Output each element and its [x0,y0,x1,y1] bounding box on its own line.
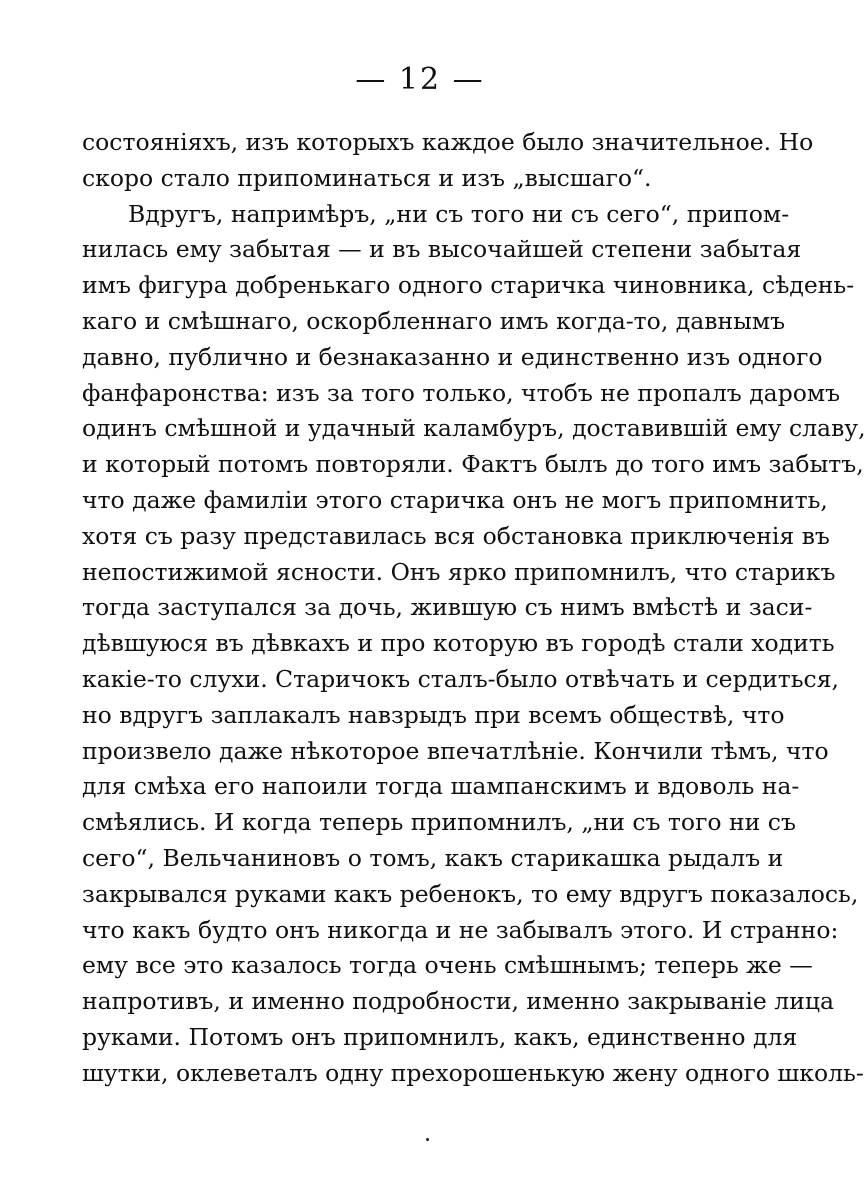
text-line: каго и смѣшнаго, оскорбленнаго имъ когда-то, давнымъ [82,306,786,335]
text-line: ему все это казалось тогда очень смѣшнымъ; теперь же — [82,951,813,980]
text-line: дѣвшуюся въ дѣвкахъ и про которую въ городѣ стали ходить [82,629,835,658]
text-line: что даже фамилiи этого старичка онъ не могъ припомнить, [82,485,828,514]
print-speck [426,1138,429,1141]
text-line: имъ фигура добренькаго одного старичка чиновника, сѣдень- [82,271,855,300]
text-line: закрывался руками какъ ребенокъ, то ему вдругъ показалось, [82,879,859,908]
text-line: но вдругъ заплакалъ навзрыдъ при всемъ обществѣ, что [82,700,785,729]
text-line: давно, публично и безнаказанно и единственно изъ одного [82,342,823,371]
text-line: какiе-то слухи. Старичокъ сталъ-было отвѣчать и сердиться, [82,664,840,693]
text-line: Вдругъ, напримѣръ, „ни съ того ни съ сего“, припом- [128,199,790,228]
text-line: хотя съ разу представилась вся обстановка приключенiя въ [82,521,830,550]
text-line: сего“, Вельчаниновъ о томъ, какъ старикашка рыдалъ и [82,843,784,872]
text-line: состоянiяхъ, изъ которыхъ каждое было значительное. Но [82,128,814,156]
text-line: фанфаронства: изъ за того только, чтобъ не пропалъ даромъ [82,378,841,407]
text-line: что какъ будто онъ никогда и не забывалъ этого. И странно: [82,915,839,944]
text-line: шутки, оклеветалъ одну прехорошенькую жену одного школь- [82,1058,864,1087]
text-line: одинъ смѣшной и удачный каламбуръ, доставившiй ему славу, [82,414,866,443]
body-text [82,125,866,1092]
text-line: для смѣха его напоили тогда шампанскимъ и вдоволь на- [82,772,800,801]
text-line: нилась ему забытая — и въ высочайшей степени забытая [82,235,802,264]
text-line: и который потомъ повторяли. Фактъ былъ до того имъ забытъ, [82,450,864,479]
text-line: произвело даже нѣкоторое впечатлѣнiе. Кончили тѣмъ, что [82,736,829,765]
text-line: тогда заступался за дочь, жившую съ нимъ вмѣстѣ и заси- [82,593,813,622]
text-line: напротивъ, и именно подробности, именно закрыванiе лица [82,987,834,1016]
text-line: непостижимой ясности. Онъ ярко припомнилъ, что старикъ [82,557,836,586]
page-number: — 12 — [355,62,485,97]
text-line: руками. Потомъ онъ припомнилъ, какъ, единственно для [82,1022,798,1051]
text-line: смѣялись. И когда теперь припомнилъ, „ни съ того ни съ [82,808,796,837]
text-line: скоро стало припоминаться и изъ „высшаго“. [82,163,652,192]
